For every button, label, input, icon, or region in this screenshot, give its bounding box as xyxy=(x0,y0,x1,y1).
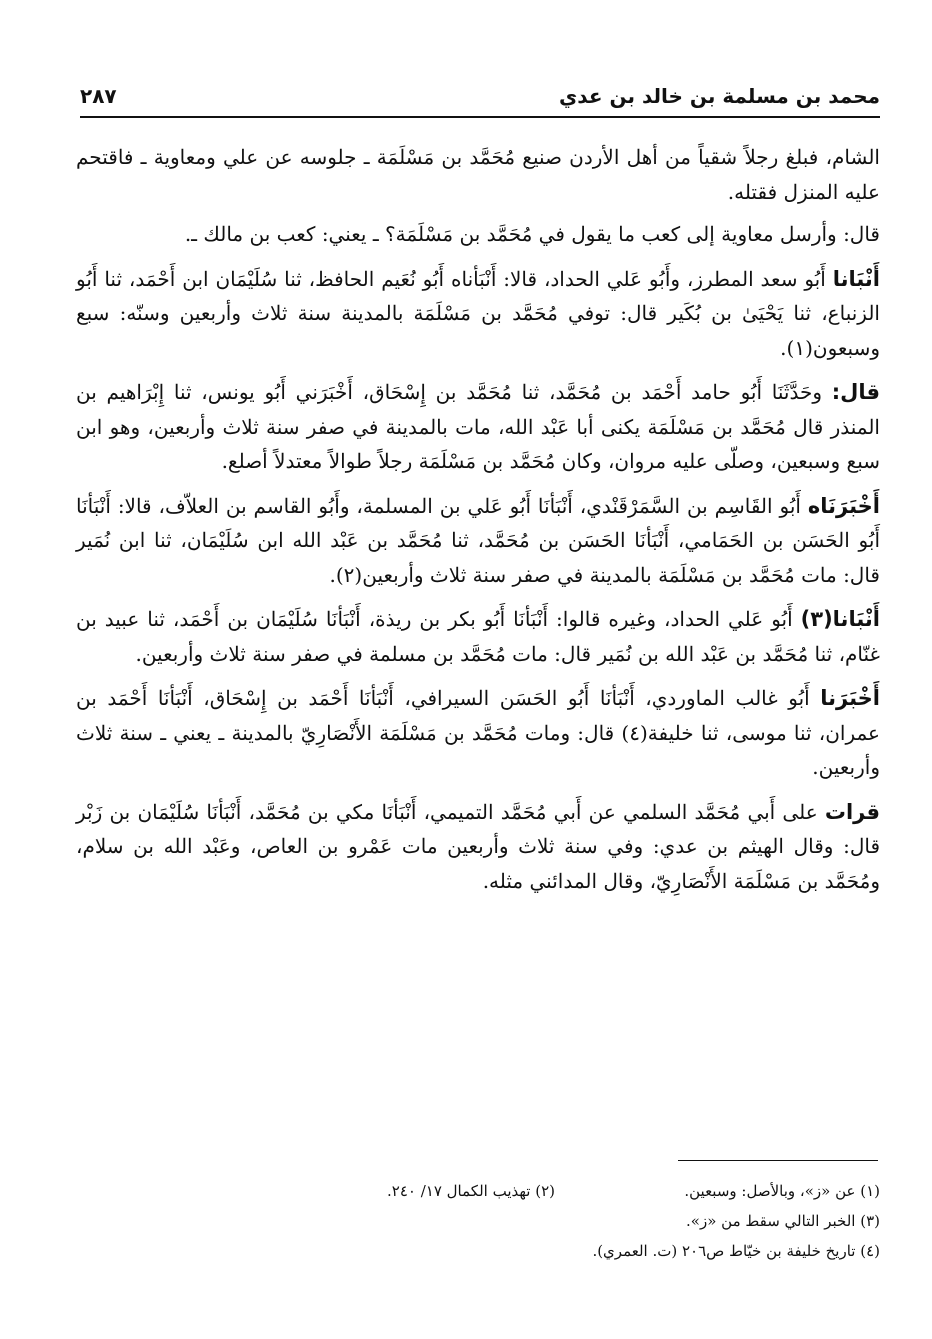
paragraph-text: أَبُو سعد المطرز، وأَبُو عَلي الحداد، قالا: أَنْبَأناه أَبُو نُعَيم الحافظ، ثنا سُلَيْمَان ابن أَحْمَد، ثنا أَبُو الزنباع، ثنا يَحْيَىٰ بن بُكَير قال: توفي مُحَمَّد بن مَسْلَمَة بالمدينة سنة ثلاث وأربعين وسنّه: سبع وسبعون(١). xyxy=(76,266,880,360)
isnad-lead-word: قال: xyxy=(831,380,880,404)
paragraph-text: أَبُو القَاسِم بن السَّمَرْقَنْدي، أَنْبَأنَا أَبُو عَلي بن المسلمة، وأَبُو القاسم بن العلاّف، قالا: أَنْبَأنَا أَبُو الحَسَن بن الحَمَامي، أَنْبَأنَا الحَسَن بن مُحَمَّد، ثنا مُحَمَّد بن عَبْد الله ابن سُلَيْمَان، ثنا ابن نُمَير قال: مات مُحَمَّد بن مَسْلَمَة بالمدينة في صفر سنة ثلاث وأربعين(٢). xyxy=(76,493,881,587)
page-number: ٢٨٧ xyxy=(80,84,117,108)
footnote-3: (٣) الخبر التالي سقط من «ز». xyxy=(686,1212,880,1230)
paragraph-text: أَبُو عَلي الحداد، وغيره قالوا: أَنْبَأنَا أَبُو بكر بن ريذة، أَنْبَأنَا سُلَيْمَان بن أَحْمَد، ثنا عبيد بن غنّام، ثنا مُحَمَّد بن عَبْد الله بن نُمَير قال: مات مُحَمَّد بن مسلمة في صفر سنة ثلاث وأربعين. xyxy=(76,607,880,666)
paragraph xyxy=(76,262,880,366)
paragraph xyxy=(76,489,880,593)
isnad-lead-word: قرات xyxy=(824,799,880,824)
isnad-lead-word: أَخْبَرَنا xyxy=(820,686,880,710)
paragraph-text: أَبُو غالب الماوردي، أَنْبَأنَا أَبُو الحَسَن السيرافي، أَنْبَأنَا أَحْمَد بن إِسْحَاق، أَنْبَأنَا أَحْمَد بن عمران، ثنا موسى، ثنا خليفة(٤) قال: ومات مُحَمَّد بن مَسْلَمَة الأَنْصَارِيّ بالمدينة ـ يعني ـ سنة ثلاث وأربعين. xyxy=(76,686,880,779)
paragraph xyxy=(76,140,880,209)
paragraph xyxy=(76,795,880,899)
main-text xyxy=(76,140,880,908)
header-rule xyxy=(80,116,880,118)
isnad-lead-word: أَخْبَرَنَاه xyxy=(807,493,880,518)
running-title: محمد بن مسلمة بن خالد بن عدي xyxy=(558,84,880,108)
paragraph xyxy=(76,681,880,785)
footnote-row xyxy=(230,1206,880,1236)
paragraph-text: الشام، فبلغ رجلاً شقياً من أهل الأردن صنيع مُحَمَّد بن مَسْلَمَة ـ جلوسه عن علي ومعاوية ـ فاقتحم عليه المنزل فقتله. xyxy=(76,145,880,204)
paragraph-text: قال: وأرسل معاوية إلى كعب ما يقول في مُحَمَّد بن مَسْلَمَة؟ ـ يعني: كعب بن مالك ـ. xyxy=(184,222,880,246)
footnote-row xyxy=(230,1236,880,1266)
footnote-rule xyxy=(678,1160,878,1161)
footnote-2: (٢) تهذيب الكمال ١٧/ ٢٤٠. xyxy=(386,1182,555,1200)
footnote-1: (١) عن «ز»، وبالأصل: وسبعين. xyxy=(684,1182,880,1200)
paragraph-text: وحَدَّثَنَا أَبُو حامد أَحْمَد بن مُحَمَّد، ثنا مُحَمَّد بن إِسْحَاق، أَخْبَرَني أَبُو يونس، ثنا إِبْرَاهيم بن المنذر قال مُحَمَّد بن مَسْلَمَة يكنى أبا عَبْد الله، مات بالمدينة في صفر سنة ثلاث وأربعين، وهو ابن سبع وسبعين، وصلّى عليه مروان، وكان مُحَمَّد بن مَسْلَمَة رجلاً طوالاً معتدلاً أصلع. xyxy=(76,380,880,473)
footnote-row xyxy=(230,1176,880,1206)
paragraph xyxy=(76,602,880,671)
paragraph-text: على أَبي مُحَمَّد السلمي عن أَبي مُحَمَّد التميمي، أَنْبَأنَا مكي بن مُحَمَّد، أَنْبَأنَا سُلَيْمَان بن زَبْر قال: وقال الهيثم بن عدي: وفي سنة ثلاث وأربعين مات عَمْرو بن العاص، وعَبْد الله بن سلام، ومُحَمَّد بن مَسْلَمَة الأَنْصَارِيّ، وقال المدائني مثله. xyxy=(76,799,880,893)
isnad-lead-word: أَنْبَانا(٣) xyxy=(800,607,880,631)
isnad-lead-word: أَنْبَانا xyxy=(832,266,880,291)
footnotes xyxy=(230,1176,880,1266)
footnote-4: (٤) تاريخ خليفة بن خيّاط ص٢٠٦ (ت. العمري). xyxy=(592,1242,880,1260)
page-header xyxy=(80,72,880,108)
paragraph xyxy=(76,375,880,479)
paragraph xyxy=(76,217,880,252)
